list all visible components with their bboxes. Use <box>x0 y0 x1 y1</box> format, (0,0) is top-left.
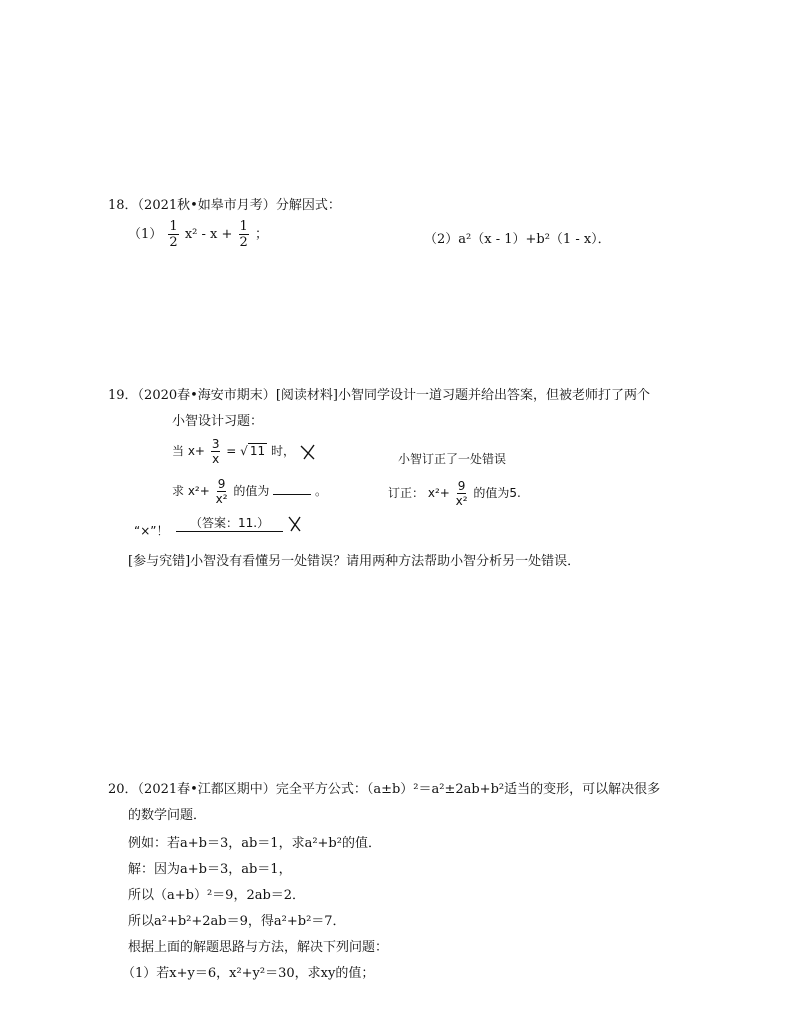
q19-correction <box>388 480 521 507</box>
fraction-denominator: 2 <box>239 235 248 250</box>
q20-line5: 所以（a+b）²＝9，2ab＝2． <box>128 888 306 903</box>
q18-part1-middle: x² - x + <box>184 227 233 242</box>
q19-intro: [阅读材料]小智同学设计一道习题并给出答案，但被老师打了两个 <box>275 388 650 403</box>
q18-part1-fraction <box>168 220 178 249</box>
fraction-denominator: x² <box>215 492 228 506</box>
q19-design-title: 小智设计习题： <box>172 414 264 429</box>
q18-number: 18． <box>108 198 138 213</box>
correction-fraction <box>456 480 468 507</box>
cross-mark-icon <box>287 515 303 533</box>
line1-fraction <box>211 438 221 465</box>
sqrt-icon: √ <box>240 444 248 458</box>
q19-answer: （答案：11.） <box>176 516 283 532</box>
q18-part1-label: （1） <box>128 227 163 242</box>
q20-header <box>108 778 660 797</box>
line1-sqrt-value: 11 <box>249 444 266 458</box>
q20-number: 20． <box>108 782 138 797</box>
line1-suffix: 时， <box>270 444 295 458</box>
line2-end: 。 <box>315 484 328 498</box>
q20-line3: 例如：若a+b＝3，ab＝1，求a²+b²的值． <box>128 836 381 851</box>
fraction-numerator: 1 <box>169 219 178 234</box>
fraction-numerator: 1 <box>239 219 248 234</box>
q18-part2: （2）a²（x - 1）+b²（1 - x）． <box>424 232 611 247</box>
fraction-denominator: x <box>212 452 220 466</box>
q19-question: [参与究错]小智没有看懂另一处错误？请用两种方法帮助小智分析另一处错误． <box>128 554 581 569</box>
cross-mark-icon <box>299 443 317 461</box>
fraction-numerator: 9 <box>217 477 226 491</box>
q20-line4: 解：因为a+b＝3，ab＝1， <box>128 862 292 877</box>
fraction-denominator: x² <box>455 494 468 508</box>
line1-prefix: 当 x+ <box>172 444 205 458</box>
q20-source: （2021春•江都区期中） <box>137 782 276 797</box>
q19-source: （2020春•海安市期末） <box>137 388 276 403</box>
q19-design-line1 <box>172 438 317 465</box>
q19-header <box>108 384 650 403</box>
line2-prefix: 求 x²+ <box>172 484 210 498</box>
q18-part1 <box>128 220 268 249</box>
q20-line8: （1）若x+y＝6，x²+y²＝30，求xy的值； <box>122 966 375 981</box>
q20-line2: 的数学问题． <box>128 808 207 823</box>
q18-source: （2021秋•如皋市月考） <box>137 198 276 213</box>
answer-blank <box>273 484 311 495</box>
fraction-numerator: 9 <box>457 479 466 493</box>
q19-marks-label: “×”！ <box>134 524 169 538</box>
correction-expr: x²+ <box>427 486 450 500</box>
q18-part1-fraction2 <box>239 220 249 249</box>
correction-prefix: 订正： <box>388 486 425 500</box>
q20-line6: 所以a²+b²+2ab＝9，得a²+b²＝7． <box>128 914 346 929</box>
q19-answer-line <box>176 514 303 533</box>
q18-header <box>108 194 341 213</box>
correction-suffix: 的值为5. <box>473 486 521 500</box>
fraction-numerator: 3 <box>211 437 220 451</box>
q19-design-line2 <box>172 478 327 505</box>
q20-line1: 完全平方公式：（a±b）²＝a²±2ab+b²适当的变形，可以解决很多 <box>275 782 661 797</box>
q19-number: 19． <box>108 388 138 403</box>
line2-fraction <box>216 478 228 505</box>
q18-part1-end: ； <box>254 227 268 242</box>
fraction-denominator: 2 <box>169 235 178 250</box>
q19-correction-title: 小智订正了一处错误 <box>398 452 507 466</box>
line1-equals: = <box>226 444 237 458</box>
q18-prompt: 分解因式： <box>275 198 341 213</box>
line2-suffix: 的值为 <box>233 484 270 498</box>
q20-line7: 根据上面的解题思路与方法，解决下列问题： <box>128 940 389 955</box>
